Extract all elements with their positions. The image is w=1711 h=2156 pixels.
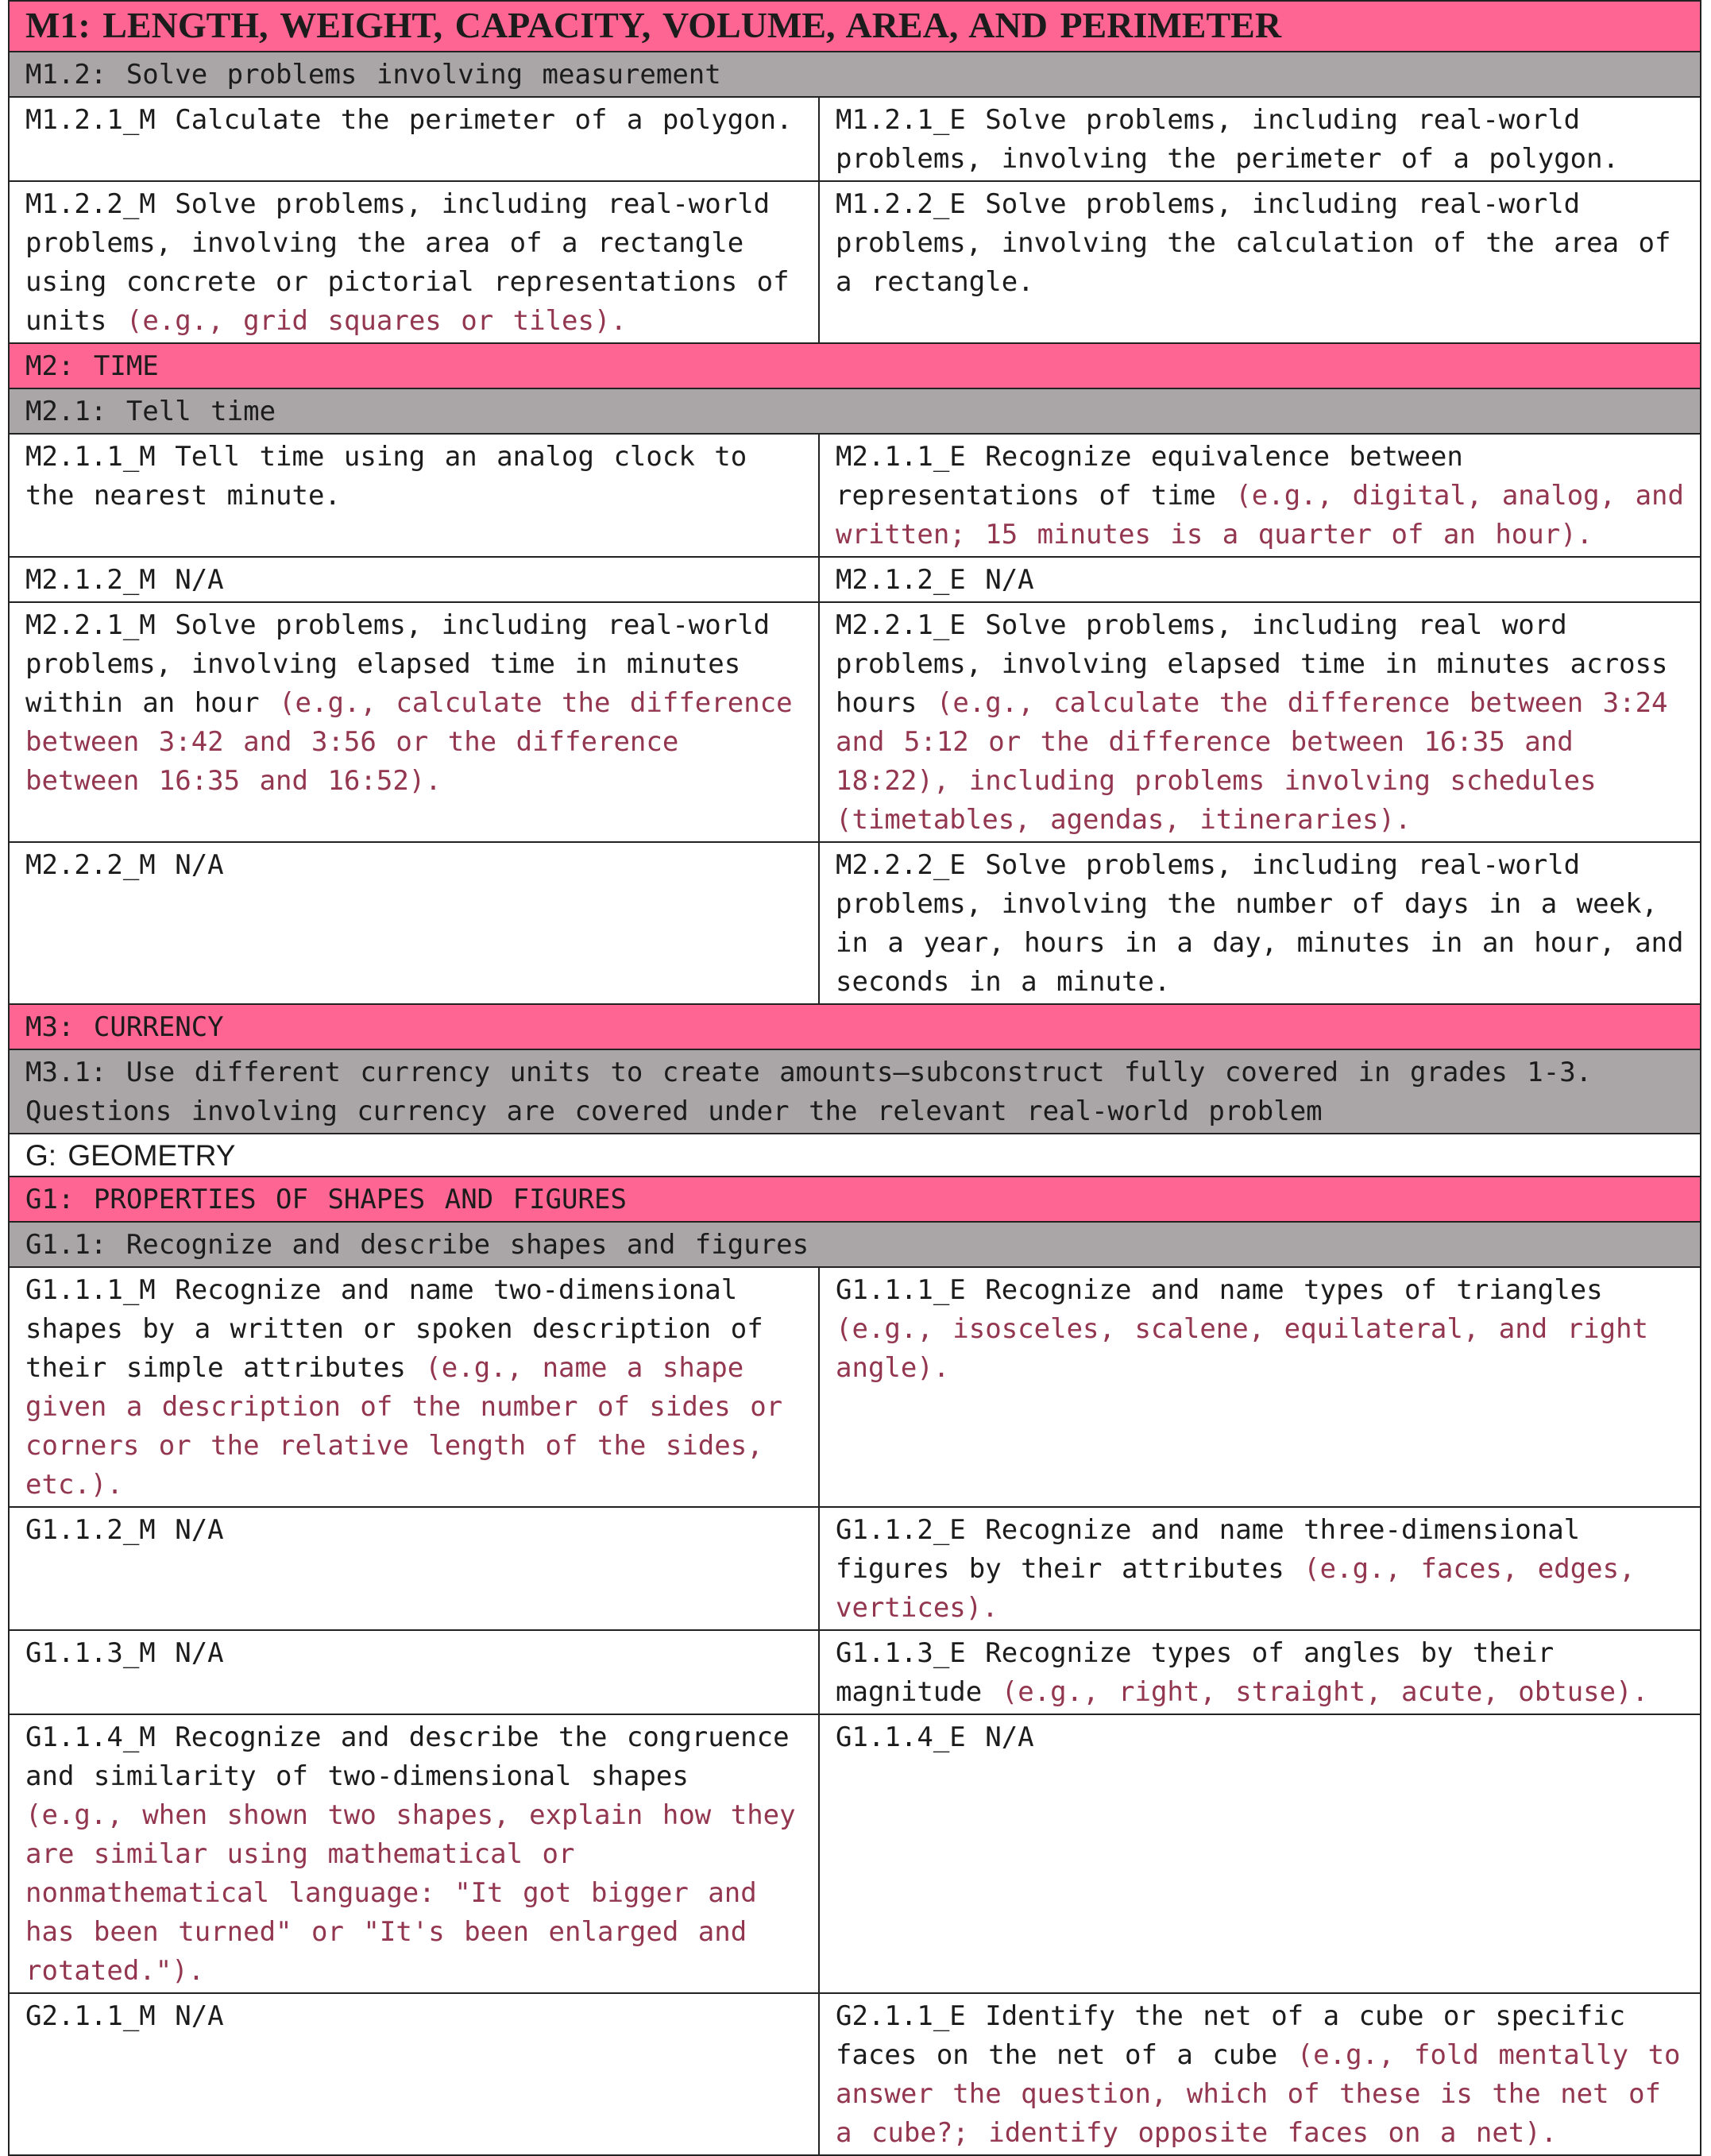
subsection-m3-1: M3.1: Use different currency units to create amounts—subconstruct fully covered in grades 1-3. Questions involving currency are covered under the relevant real-world problem: [9, 1049, 1701, 1134]
subsection-row: [9, 52, 1701, 97]
cell-text: G1.1.3_E Recognize types of angles by their magnitude: [836, 1637, 1555, 1708]
cell-m2-1-2-e: [819, 557, 1701, 602]
standards-table: [8, 0, 1701, 2156]
section-row: [9, 1177, 1701, 1222]
example-text: (e.g., faces, edges, vertices).: [836, 1553, 1636, 1624]
cell-text: M1.2.2_E Solve problems, including real-world problems, involving the calculation of the area of a rectangle.: [836, 188, 1671, 298]
table-row: [9, 557, 1701, 602]
section-m3: M3: CURRENCY: [9, 1004, 1701, 1049]
cell-text: G1.1.2_M N/A: [25, 1514, 224, 1546]
example-text: (e.g., fold mentally to answer the question, which of these is the net of a cube?; identify opposite faces on a net).: [836, 2039, 1681, 2149]
example-text: (e.g., name a shape given a description of the number of sides or corners or the relative length of the sides, etc.).: [25, 1352, 783, 1501]
table-row: [9, 97, 1701, 181]
table-row: [9, 1507, 1701, 1630]
cell-text: G2.1.1_M N/A: [25, 2000, 224, 2032]
section-title: M1: LENGTH, WEIGHT, CAPACITY, VOLUME, AREA, AND PERIMETER: [9, 1, 1701, 52]
cell-text: G2.1.1_E Identify the net of a cube or specific faces on the net of a cube: [836, 2000, 1626, 2071]
example-text: (e.g., calculate the difference between 3:42 and 3:56 or the difference between 16:35 and 16:52).: [25, 687, 793, 797]
subsection-row: [9, 388, 1701, 434]
cell-text: G1.1.1_M Recognize and name two-dimensional shapes by a written or spoken description of their simple attributes: [25, 1274, 763, 1384]
cell-m2-1-2-m: [9, 557, 819, 602]
subsection-row: [9, 1049, 1701, 1134]
cell-m1-2-2-m: [9, 181, 819, 343]
cell-m2-1-1-m: [9, 434, 819, 557]
cell-text: M2.2.1_M Solve problems, including real-world problems, involving elapsed time in minutes within an hour: [25, 609, 771, 719]
subsection-g1-1: G1.1: Recognize and describe shapes and figures: [9, 1222, 1701, 1267]
section-row: [9, 1004, 1701, 1049]
cell-g1-1-4-e: [819, 1714, 1701, 1993]
section-row: [9, 343, 1701, 388]
cell-m2-2-2-e: [819, 842, 1701, 1004]
cell-g2-1-1-m: [9, 1993, 819, 2155]
cell-g1-1-2-e: [819, 1507, 1701, 1630]
cell-m2-2-1-e: [819, 602, 1701, 842]
cell-m2-2-2-m: [9, 842, 819, 1004]
cell-text: M2.2.2_M N/A: [25, 849, 224, 881]
cell-text: M2.1.1_E Recognize equivalence between representations of time: [836, 441, 1463, 512]
domain-row: [9, 1134, 1701, 1177]
cell-text: M2.1.2_M N/A: [25, 564, 224, 596]
cell-m1-2-1-e: [819, 97, 1701, 181]
table-row: [9, 842, 1701, 1004]
domain-geometry: G: GEOMETRY: [9, 1134, 1701, 1177]
section-m2: M2: TIME: [9, 343, 1701, 388]
table-row: [9, 602, 1701, 842]
subsection-m1-2: M1.2: Solve problems involving measurement: [9, 52, 1701, 97]
cell-m1-2-1-m: [9, 97, 819, 181]
cell-m1-2-2-e: [819, 181, 1701, 343]
example-text: (e.g., calculate the difference between 3:24 and 5:12 or the difference between 16:35 and 18:22), including problems involving schedules (timetables, agendas, itineraries).: [836, 687, 1668, 836]
section-title-row: [9, 1, 1701, 52]
cell-g1-1-3-m: [9, 1630, 819, 1714]
cell-g2-1-1-e: [819, 1993, 1701, 2155]
example-text: (e.g., grid squares or tiles).: [126, 305, 627, 337]
cell-m2-2-1-m: [9, 602, 819, 842]
example-text: (e.g., when shown two shapes, explain how they are similar using mathematical or nonmathematical language: "It got bigger and has been turned" or "It's been enlarged and rotated.").: [25, 1799, 796, 1987]
table-row: [9, 1714, 1701, 1993]
section-g1: G1: PROPERTIES OF SHAPES AND FIGURES: [9, 1177, 1701, 1222]
subsection-m2-1: M2.1: Tell time: [9, 388, 1701, 434]
table-row: [9, 1267, 1701, 1507]
example-text: (e.g., isosceles, scalene, equilateral, and right angle).: [836, 1313, 1649, 1384]
example-text: (e.g., digital, analog, and written; 15 minutes is a quarter of an hour).: [836, 480, 1684, 551]
standards-document: [8, 0, 1700, 2156]
cell-text: G1.1.4_E N/A: [836, 1721, 1034, 1753]
table-row: [9, 434, 1701, 557]
cell-text: M2.1.1_M Tell time using an analog clock to the nearest minute.: [25, 441, 747, 512]
cell-text: M2.1.2_E N/A: [836, 564, 1034, 596]
example-text: (e.g., right, straight, acute, obtuse).: [1001, 1676, 1649, 1708]
cell-g1-1-4-m: [9, 1714, 819, 1993]
cell-text: M2.2.1_E Solve problems, including real word problems, involving elapsed time in minutes across hours: [836, 609, 1668, 719]
cell-text: G1.1.1_E Recognize and name types of triangles: [836, 1274, 1603, 1306]
cell-text: M1.2.1_E Solve problems, including real-world problems, involving the perimeter of a polygon.: [836, 104, 1620, 175]
cell-text: G1.1.4_M Recognize and describe the congruence and similarity of two-dimensional shapes: [25, 1721, 790, 1792]
cell-text: M1.2.2_M Solve problems, including real-world problems, involving the area of a rectangle using concrete or pictorial representations of units: [25, 188, 790, 337]
table-row: [9, 1993, 1701, 2155]
cell-g1-1-2-m: [9, 1507, 819, 1630]
cell-text: G1.1.2_E Recognize and name three-dimensional figures by their attributes: [836, 1514, 1581, 1585]
cell-m2-1-1-e: [819, 434, 1701, 557]
cell-text: G1.1.3_M N/A: [25, 1637, 224, 1669]
cell-g1-1-1-m: [9, 1267, 819, 1507]
table-row: [9, 1630, 1701, 1714]
cell-text: M2.2.2_E Solve problems, including real-world problems, involving the number of days in a week, in a year, hours in a day, minutes in an hour, and seconds in a minute.: [836, 849, 1684, 998]
cell-text: M1.2.1_M Calculate the perimeter of a polygon.: [25, 104, 793, 136]
cell-g1-1-3-e: [819, 1630, 1701, 1714]
table-row: [9, 181, 1701, 343]
cell-g1-1-1-e: [819, 1267, 1701, 1507]
subsection-row: [9, 1222, 1701, 1267]
